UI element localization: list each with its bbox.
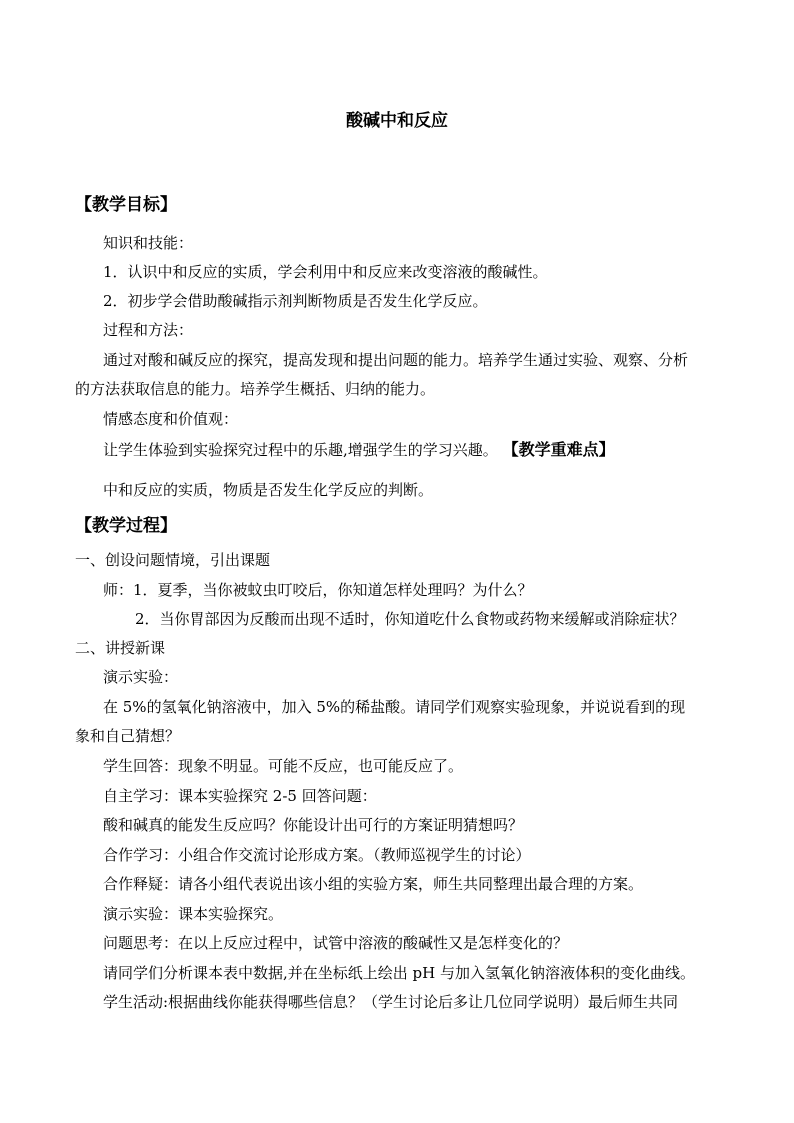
attitude-text: 让学生体验到实验探究过程中的乐趣,增强学生的学习兴趣。 <box>103 441 498 459</box>
teacher-question-2: 2．当你胃部因为反酸而出现不适时，你知道吃什么食物或药物来缓解或消除症状？ <box>135 610 685 628</box>
process-heading: 过程和方法： <box>103 321 194 339</box>
discussion-question: 酸和碱真的能发生反应吗？你能设计出可行的方案证明猜想吗？ <box>103 816 524 834</box>
section-heading-objectives: 【教学目标】 <box>75 195 177 215</box>
student-activity: 学生活动:根据曲线你能获得哪些信息？（学生讨论后多让几位同学说明）最后师生共同 <box>103 993 679 1011</box>
knowledge-item-2: 2．初步学会借助酸碱指示剂判断物质是否发生化学反应。 <box>103 292 488 310</box>
part2-heading: 二、讲授新课 <box>75 639 166 657</box>
demo-heading: 演示实验： <box>103 668 179 686</box>
process-text-line-2: 的方法获取信息的能力。培养学生概括、归纳的能力。 <box>75 380 436 398</box>
problem-thinking: 问题思考：在以上反应过程中，试管中溶液的酸碱性又是怎样变化的？ <box>103 934 569 952</box>
knowledge-item-1: 1．认识中和反应的实质，学会利用中和反应来改变溶液的酸碱性。 <box>103 263 548 281</box>
cooperative-learning: 合作学习：小组合作交流讨论形成方案。（教师巡视学生的讨论） <box>103 846 531 864</box>
demo-text-line-1: 在 5%的氢氧化钠溶液中，加入 5%的稀盐酸。请同学们观察实验现象，并说说看到的现 <box>103 698 686 716</box>
knowledge-heading: 知识和技能： <box>103 234 194 252</box>
section-heading-process: 【教学过程】 <box>75 516 177 536</box>
teacher-question-1: 师：1．夏季，当你被蚊虫叮咬后，你知道怎样处理吗？为什么？ <box>103 581 533 599</box>
attitude-heading: 情感态度和价值观： <box>103 410 239 428</box>
self-study: 自主学习：课本实验探究 2-5 回答问题： <box>103 787 377 805</box>
attitude-line <box>103 440 615 460</box>
document-title: 酸碱中和反应 <box>346 111 448 131</box>
part1-heading: 一、创设问题情境，引出课题 <box>75 551 271 569</box>
key-points-heading: 【教学重难点】 <box>502 440 615 459</box>
process-text-line-1: 通过对酸和碱反应的探究，提高发现和提出问题的能力。培养学生通过实验、观察、分析 <box>103 351 689 369</box>
analyze-data: 请同学们分析课本表中数据,并在坐标纸上绘出 pH 与加入氢氧化钠溶液体积的变化曲线。 <box>103 964 695 982</box>
demo-experiment-2: 演示实验：课本实验探究。 <box>103 905 284 923</box>
demo-text-line-2: 象和自己猜想？ <box>75 727 181 745</box>
student-answer: 学生回答：现象不明显。可能不反应，也可能反应了。 <box>103 757 464 775</box>
key-points-text: 中和反应的实质，物质是否发生化学反应的判断。 <box>103 481 434 499</box>
cooperative-doubt: 合作释疑：请各小组代表说出该小组的实验方案，师生共同整理出最合理的方案。 <box>103 875 644 893</box>
